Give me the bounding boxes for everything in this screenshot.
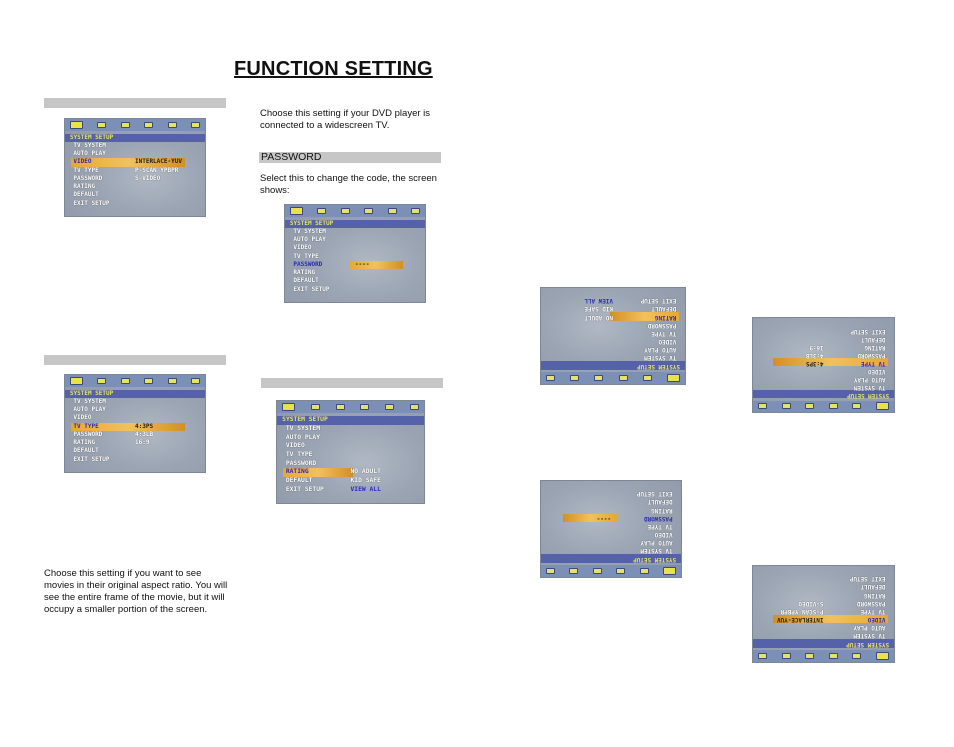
menu-item: DEFAULT xyxy=(861,335,886,342)
tv-type-menu-screen xyxy=(64,374,206,473)
menu-item: EXIT SETUP xyxy=(640,297,677,305)
speaker-icon xyxy=(782,653,791,659)
exit-icon xyxy=(758,403,767,409)
menu-item: TV SYSTEM xyxy=(293,227,326,235)
menu-header: SYSTEM SETUP xyxy=(541,361,685,369)
audio-icon xyxy=(121,378,130,384)
menu-item: TV SYSTEM xyxy=(853,632,886,640)
menu-item: RATING xyxy=(654,313,677,321)
menu-icon-bar xyxy=(753,650,894,662)
menu-header: SYSTEM SETUP xyxy=(277,416,424,425)
menu-item: TV SYSTEM xyxy=(73,141,106,149)
language-icon xyxy=(317,208,326,214)
speaker-icon xyxy=(782,403,791,409)
speaker-icon xyxy=(388,208,397,214)
system-setup-icon xyxy=(70,121,83,129)
video-icon xyxy=(805,653,814,659)
menu-item: AUTO PLAY xyxy=(853,624,886,632)
exit-icon xyxy=(546,568,555,574)
language-icon xyxy=(852,653,861,659)
menu-item: PASSWORD xyxy=(73,430,103,438)
menu-option: P-SCAN YPBPR xyxy=(135,166,179,174)
menu-item: EXIT SETUP xyxy=(73,199,110,207)
speaker-icon xyxy=(385,404,394,410)
menu-option: ---- xyxy=(596,514,611,522)
password-description: Select this to change the code, the screen shows: xyxy=(260,173,437,196)
menu-item: RATING xyxy=(73,183,96,191)
language-icon xyxy=(640,568,649,574)
system-setup-icon xyxy=(876,652,889,660)
speaker-icon xyxy=(168,122,177,128)
menu-item: DEFAULT xyxy=(73,447,99,455)
video-icon xyxy=(364,208,373,214)
menu-option: 4:3LB xyxy=(135,430,154,438)
video-icon xyxy=(593,568,602,574)
password-menu-screen-inverted xyxy=(540,480,682,578)
audio-icon xyxy=(829,403,838,409)
menu-option: VIEW ALL xyxy=(584,297,613,305)
menu-item: VIDEO xyxy=(658,338,677,346)
tv-type-menu-screen-inverted xyxy=(752,317,895,413)
audio-icon xyxy=(336,404,345,410)
menu-item: PASSWORD xyxy=(857,351,886,358)
menu-item: DEFAULT xyxy=(73,191,99,199)
rating-menu-screen-inverted xyxy=(540,287,686,385)
section-header-bar xyxy=(44,98,226,108)
menu-item: VIDEO xyxy=(73,414,92,422)
menu-item: RATING xyxy=(651,506,673,514)
system-setup-icon xyxy=(70,377,83,385)
menu-item: DEFAULT xyxy=(647,498,673,506)
menu-item: TV SYSTEM xyxy=(73,397,106,405)
exit-icon xyxy=(411,208,420,214)
language-icon xyxy=(97,378,106,384)
menu-icon-bar xyxy=(65,375,205,387)
menu-item: TV SYSTEM xyxy=(285,424,321,432)
menu-item: TV TYPE xyxy=(73,422,99,430)
system-setup-icon xyxy=(290,207,303,215)
password-heading: PASSWORD xyxy=(259,152,441,163)
menu-item: DEFAULT xyxy=(285,476,313,484)
exit-icon xyxy=(758,653,767,659)
menu-option: NO ADULT xyxy=(584,313,613,321)
menu-item: TV SYSTEM xyxy=(644,354,677,362)
menu-item: RATING xyxy=(864,591,886,599)
menu-item: RATING xyxy=(73,439,96,447)
menu-option: KID SAFE xyxy=(584,305,613,313)
menu-item: DEFAULT xyxy=(860,583,886,591)
menu-item: VIDEO xyxy=(654,531,673,539)
video-icon xyxy=(360,404,369,410)
menu-header: SYSTEM SETUP xyxy=(541,554,681,562)
speaker-icon xyxy=(168,378,177,384)
menu-option: NO ADULT xyxy=(350,468,381,476)
menu-option: VIEW ALL xyxy=(350,485,381,493)
menu-item: TV TYPE xyxy=(285,450,313,458)
section-header-bar xyxy=(44,355,226,365)
exit-icon xyxy=(410,404,419,410)
menu-option: ---- xyxy=(355,260,370,268)
password-menu-screen xyxy=(284,204,426,303)
language-icon xyxy=(97,122,106,128)
menu-item: DEFAULT xyxy=(293,277,319,285)
menu-option: P-SCAN YPBPR xyxy=(780,607,824,615)
menu-item: TV SYSTEM xyxy=(640,547,673,555)
language-icon xyxy=(311,404,320,410)
menu-item: RATING xyxy=(864,343,886,350)
menu-option: S-VIDEO xyxy=(798,599,824,607)
aspect-ratio-description: Choose this setting if you want to see movies in their original aspect ratio. You will see the entire frame of the movie, but it will occupy a smaller portion of the screen. xyxy=(44,568,228,615)
menu-item: PASSWORD xyxy=(647,321,677,329)
menu-item: EXIT SETUP xyxy=(293,285,330,293)
menu-item: AUTO PLAY xyxy=(854,375,886,382)
menu-item: AUTO PLAY xyxy=(285,433,321,441)
menu-item: TV TYPE xyxy=(861,359,886,366)
menu-header: SYSTEM SETUP xyxy=(753,390,894,398)
section-header-bar xyxy=(261,378,443,388)
menu-item: EXIT SETUP xyxy=(849,575,886,583)
exit-icon xyxy=(191,122,200,128)
video-menu-screen xyxy=(64,118,206,217)
system-setup-icon xyxy=(667,374,680,382)
menu-item: AUTO PLAY xyxy=(73,406,106,414)
menu-item: AUTO PLAY xyxy=(293,236,326,244)
video-menu-screen-inverted xyxy=(752,565,895,663)
audio-icon xyxy=(829,653,838,659)
menu-icon-bar xyxy=(541,372,685,384)
menu-item: EXIT SETUP xyxy=(73,455,110,463)
menu-item: EXIT SETUP xyxy=(850,327,886,334)
menu-header: SYSTEM SETUP xyxy=(285,220,425,228)
menu-option: 4:3LB xyxy=(806,351,824,358)
menu-header: SYSTEM SETUP xyxy=(65,390,205,398)
system-setup-icon xyxy=(876,402,889,410)
menu-item: RATING xyxy=(293,269,316,277)
menu-item: EXIT SETUP xyxy=(636,490,673,498)
menu-item: EXIT SETUP xyxy=(285,485,324,493)
menu-item: AUTO PLAY xyxy=(644,346,677,354)
page-title: FUNCTION SETTING xyxy=(234,58,433,80)
system-setup-icon xyxy=(663,567,676,575)
menu-icon-bar xyxy=(277,401,424,413)
menu-option: INTERLACE-YUV xyxy=(135,158,182,166)
video-icon xyxy=(144,378,153,384)
audio-icon xyxy=(341,208,350,214)
language-icon xyxy=(643,375,652,381)
audio-icon xyxy=(619,375,628,381)
widescreen-description: Choose this setting if your DVD player is connected to a widescreen TV. xyxy=(260,108,431,131)
menu-item: PASSWORD xyxy=(856,599,886,607)
menu-item: TV TYPE xyxy=(860,607,886,615)
menu-option: 16:9 xyxy=(135,439,150,447)
menu-item: VIDEO xyxy=(285,442,305,450)
menu-item: VIDEO xyxy=(293,244,312,252)
language-icon xyxy=(852,403,861,409)
menu-option: 16:9 xyxy=(809,343,824,350)
menu-item: AUTO PLAY xyxy=(73,150,106,158)
menu-item: PASSWORD xyxy=(293,260,323,268)
menu-icon-bar xyxy=(753,401,894,412)
menu-option: 4:3PS xyxy=(806,359,824,366)
speaker-icon xyxy=(570,375,579,381)
menu-icon-bar xyxy=(285,205,425,217)
menu-item: TV TYPE xyxy=(293,252,319,260)
menu-item: AUTO PLAY xyxy=(640,539,673,547)
speaker-icon xyxy=(569,568,578,574)
system-setup-icon xyxy=(282,403,295,411)
menu-item: TV TYPE xyxy=(647,522,673,530)
menu-option: 4:3PS xyxy=(135,422,154,430)
menu-header: SYSTEM SETUP xyxy=(753,639,894,647)
menu-item: PASSWORD xyxy=(285,459,317,467)
menu-icon-bar xyxy=(541,565,681,577)
rating-menu-screen xyxy=(276,400,425,504)
menu-item: VIDEO xyxy=(868,367,886,374)
menu-item: RATING xyxy=(285,468,309,476)
menu-option: S-VIDEO xyxy=(135,174,161,182)
menu-item: TV TYPE xyxy=(73,166,99,174)
menu-item: TV SYSTEM xyxy=(854,383,886,390)
video-icon xyxy=(594,375,603,381)
menu-item: DEFAULT xyxy=(651,305,677,313)
menu-item: TV TYPE xyxy=(651,329,677,337)
audio-icon xyxy=(616,568,625,574)
menu-item: PASSWORD xyxy=(73,174,103,182)
menu-item: PASSWORD xyxy=(644,514,673,522)
menu-header: SYSTEM SETUP xyxy=(65,134,205,142)
video-icon xyxy=(144,122,153,128)
menu-option: KID SAFE xyxy=(350,476,381,484)
menu-item: VIDEO xyxy=(867,616,886,624)
video-icon xyxy=(805,403,814,409)
menu-item: VIDEO xyxy=(73,158,92,166)
menu-option: INTERLACE-YUV xyxy=(777,616,824,624)
menu-icon-bar xyxy=(65,119,205,131)
exit-icon xyxy=(191,378,200,384)
exit-icon xyxy=(546,375,555,381)
audio-icon xyxy=(121,122,130,128)
